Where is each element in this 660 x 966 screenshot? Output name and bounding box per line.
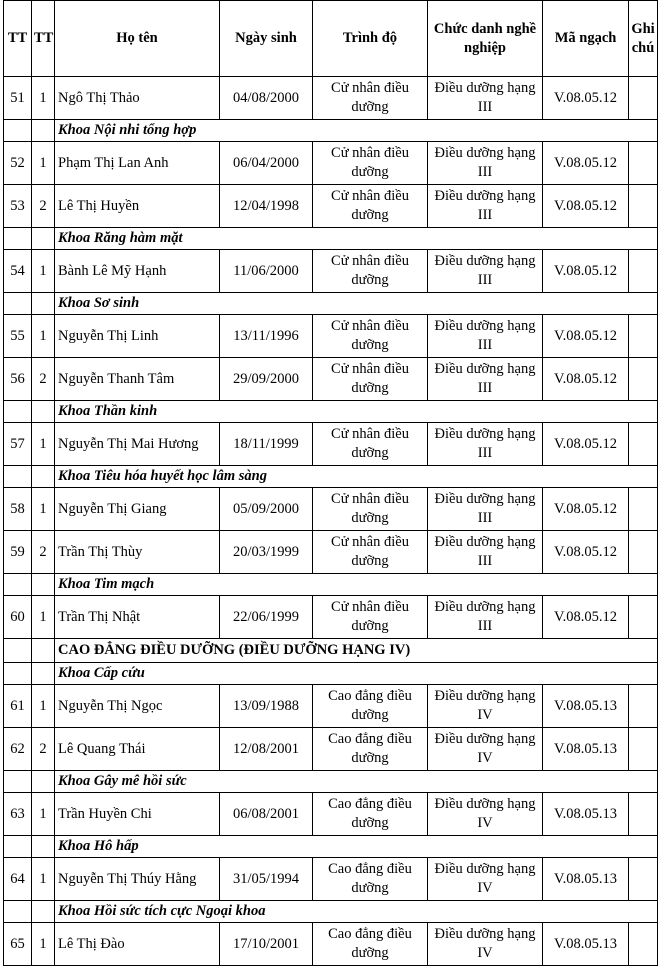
- qualification: Cử nhân điều dưỡng: [313, 531, 428, 574]
- table-row: [4, 315, 658, 358]
- staff-name: Lê Quang Thái: [55, 728, 220, 771]
- date-of-birth: 13/11/1996: [220, 315, 313, 358]
- empty-cell: [4, 120, 32, 142]
- grade-code: V.08.05.13: [543, 728, 629, 771]
- empty-cell: [4, 228, 32, 250]
- department-row: [4, 574, 658, 596]
- staff-name: Nguyễn Thị Linh: [55, 315, 220, 358]
- staff-name: Trần Thị Nhật: [55, 596, 220, 639]
- department-name: Khoa Gây mê hồi sức: [55, 771, 658, 793]
- department-name: Khoa Tiêu hóa huyết học lâm sàng: [55, 466, 658, 488]
- grade-code: V.08.05.12: [543, 250, 629, 293]
- empty-cell: [32, 901, 55, 923]
- grade-code: V.08.05.12: [543, 142, 629, 185]
- department-name: Khoa Nội nhi tổng hợp: [55, 120, 658, 142]
- department-row: [4, 663, 658, 685]
- job-title: Điều dưỡng hạng III: [428, 250, 543, 293]
- department-row: [4, 228, 658, 250]
- qualification: Cử nhân điều dưỡng: [313, 77, 428, 120]
- date-of-birth: 18/11/1999: [220, 423, 313, 466]
- row-sub-number: 2: [32, 728, 55, 771]
- staff-name: Lê Thị Đào: [55, 923, 220, 966]
- note: [629, 250, 658, 293]
- date-of-birth: 05/09/2000: [220, 488, 313, 531]
- date-of-birth: 11/06/2000: [220, 250, 313, 293]
- empty-cell: [4, 901, 32, 923]
- note: [629, 728, 658, 771]
- staff-table: [3, 0, 658, 966]
- row-number: 64: [4, 858, 32, 901]
- header-code: Mã ngạch: [543, 1, 629, 77]
- header-dob: Ngày sinh: [220, 1, 313, 77]
- job-title: Điều dưỡng hạng IV: [428, 685, 543, 728]
- department-row: [4, 120, 658, 142]
- grade-code: V.08.05.12: [543, 488, 629, 531]
- empty-cell: [32, 836, 55, 858]
- grade-code: V.08.05.13: [543, 793, 629, 836]
- group-row: [4, 639, 658, 663]
- job-title: Điều dưỡng hạng III: [428, 423, 543, 466]
- note: [629, 142, 658, 185]
- empty-cell: [4, 574, 32, 596]
- grade-code: V.08.05.12: [543, 77, 629, 120]
- row-sub-number: 1: [32, 315, 55, 358]
- note: [629, 923, 658, 966]
- grade-code: V.08.05.12: [543, 315, 629, 358]
- table-row: [4, 358, 658, 401]
- job-title: Điều dưỡng hạng III: [428, 315, 543, 358]
- empty-cell: [4, 293, 32, 315]
- row-number: 51: [4, 77, 32, 120]
- staff-name: Nguyễn Thị Thúy Hằng: [55, 858, 220, 901]
- note: [629, 315, 658, 358]
- staff-name: Nguyễn Thị Ngọc: [55, 685, 220, 728]
- table-row: [4, 923, 658, 966]
- department-name: Khoa Tim mạch: [55, 574, 658, 596]
- grade-code: V.08.05.13: [543, 923, 629, 966]
- row-number: 59: [4, 531, 32, 574]
- job-title: Điều dưỡng hạng III: [428, 596, 543, 639]
- department-row: [4, 901, 658, 923]
- note: [629, 185, 658, 228]
- row-sub-number: 1: [32, 250, 55, 293]
- grade-code: V.08.05.13: [543, 685, 629, 728]
- staff-name: Trần Huyền Chi: [55, 793, 220, 836]
- table-row: [4, 142, 658, 185]
- row-number: 61: [4, 685, 32, 728]
- empty-cell: [32, 466, 55, 488]
- grade-code: V.08.05.13: [543, 858, 629, 901]
- qualification: Cao đẳng điều dưỡng: [313, 858, 428, 901]
- row-number: 60: [4, 596, 32, 639]
- table-row: [4, 858, 658, 901]
- table-row: [4, 793, 658, 836]
- header-level: Trình độ: [313, 1, 428, 77]
- qualification: Cử nhân điều dưỡng: [313, 596, 428, 639]
- grade-code: V.08.05.12: [543, 358, 629, 401]
- date-of-birth: 06/04/2000: [220, 142, 313, 185]
- row-sub-number: 2: [32, 358, 55, 401]
- date-of-birth: 29/09/2000: [220, 358, 313, 401]
- note: [629, 423, 658, 466]
- table-row: [4, 488, 658, 531]
- note: [629, 685, 658, 728]
- department-row: [4, 836, 658, 858]
- staff-name: Phạm Thị Lan Anh: [55, 142, 220, 185]
- table-row: [4, 685, 658, 728]
- staff-name: Ngô Thị Thảo: [55, 77, 220, 120]
- note: [629, 77, 658, 120]
- row-number: 55: [4, 315, 32, 358]
- table-row: [4, 531, 658, 574]
- empty-cell: [4, 663, 32, 685]
- empty-cell: [4, 836, 32, 858]
- job-title: Điều dưỡng hạng IV: [428, 858, 543, 901]
- row-sub-number: 1: [32, 793, 55, 836]
- empty-cell: [32, 639, 55, 663]
- date-of-birth: 20/03/1999: [220, 531, 313, 574]
- job-title: Điều dưỡng hạng IV: [428, 793, 543, 836]
- row-sub-number: 1: [32, 423, 55, 466]
- qualification: Cử nhân điều dưỡng: [313, 423, 428, 466]
- date-of-birth: 06/08/2001: [220, 793, 313, 836]
- row-sub-number: 1: [32, 923, 55, 966]
- qualification: Cao đẳng điều dưỡng: [313, 793, 428, 836]
- row-number: 52: [4, 142, 32, 185]
- qualification: Cao đẳng điều dưỡng: [313, 728, 428, 771]
- empty-cell: [32, 120, 55, 142]
- department-row: [4, 401, 658, 423]
- qualification: Cao đẳng điều dưỡng: [313, 685, 428, 728]
- empty-cell: [32, 663, 55, 685]
- qualification: Cử nhân điều dưỡng: [313, 315, 428, 358]
- row-sub-number: 2: [32, 185, 55, 228]
- grade-code: V.08.05.12: [543, 531, 629, 574]
- empty-cell: [4, 401, 32, 423]
- qualification: Cử nhân điều dưỡng: [313, 488, 428, 531]
- row-sub-number: 1: [32, 77, 55, 120]
- table-body: [4, 77, 658, 966]
- table-row: [4, 77, 658, 120]
- qualification: Cử nhân điều dưỡng: [313, 250, 428, 293]
- job-title: Điều dưỡng hạng III: [428, 488, 543, 531]
- grade-code: V.08.05.12: [543, 423, 629, 466]
- header-name: Họ tên: [55, 1, 220, 77]
- grade-code: V.08.05.12: [543, 185, 629, 228]
- staff-name: Nguyễn Thị Giang: [55, 488, 220, 531]
- date-of-birth: 17/10/2001: [220, 923, 313, 966]
- department-name: Khoa Răng hàm mặt: [55, 228, 658, 250]
- date-of-birth: 31/05/1994: [220, 858, 313, 901]
- row-number: 58: [4, 488, 32, 531]
- note: [629, 531, 658, 574]
- row-sub-number: 2: [32, 531, 55, 574]
- department-name: Khoa Cấp cứu: [55, 663, 658, 685]
- job-title: Điều dưỡng hạng IV: [428, 923, 543, 966]
- department-name: Khoa Sơ sinh: [55, 293, 658, 315]
- empty-cell: [32, 401, 55, 423]
- department-row: [4, 293, 658, 315]
- note: [629, 488, 658, 531]
- row-number: 53: [4, 185, 32, 228]
- row-sub-number: 1: [32, 488, 55, 531]
- staff-name: Nguyễn Thị Mai Hương: [55, 423, 220, 466]
- date-of-birth: 22/06/1999: [220, 596, 313, 639]
- table-row: [4, 185, 658, 228]
- staff-name: Trần Thị Thùy: [55, 531, 220, 574]
- row-number: 65: [4, 923, 32, 966]
- qualification: Cử nhân điều dưỡng: [313, 358, 428, 401]
- qualification: Cử nhân điều dưỡng: [313, 185, 428, 228]
- note: [629, 596, 658, 639]
- staff-name: Bành Lê Mỹ Hạnh: [55, 250, 220, 293]
- row-sub-number: 1: [32, 685, 55, 728]
- empty-cell: [32, 293, 55, 315]
- job-title: Điều dưỡng hạng III: [428, 77, 543, 120]
- department-name: Khoa Hô hấp: [55, 836, 658, 858]
- job-title: Điều dưỡng hạng III: [428, 142, 543, 185]
- row-sub-number: 1: [32, 858, 55, 901]
- date-of-birth: 12/04/1998: [220, 185, 313, 228]
- table-row: [4, 423, 658, 466]
- staff-name: Lê Thị Huyền: [55, 185, 220, 228]
- empty-cell: [4, 771, 32, 793]
- empty-cell: [32, 228, 55, 250]
- header-tt: TT: [4, 1, 32, 77]
- empty-cell: [32, 771, 55, 793]
- department-name: Khoa Hồi sức tích cực Ngoại khoa: [55, 901, 658, 923]
- row-number: 54: [4, 250, 32, 293]
- empty-cell: [32, 574, 55, 596]
- row-number: 62: [4, 728, 32, 771]
- note: [629, 793, 658, 836]
- row-number: 63: [4, 793, 32, 836]
- department-row: [4, 771, 658, 793]
- row-sub-number: 1: [32, 142, 55, 185]
- job-title: Điều dưỡng hạng IV: [428, 728, 543, 771]
- row-sub-number: 1: [32, 596, 55, 639]
- job-title: Điều dưỡng hạng III: [428, 531, 543, 574]
- header-sub-tt: TT: [32, 1, 55, 77]
- table-row: [4, 728, 658, 771]
- header-title: Chức danh nghề nghiệp: [428, 1, 543, 77]
- staff-name: Nguyễn Thanh Tâm: [55, 358, 220, 401]
- date-of-birth: 04/08/2000: [220, 77, 313, 120]
- group-heading: CAO ĐẲNG ĐIỀU DƯỠNG (ĐIỀU DƯỠNG HẠNG IV): [55, 639, 658, 663]
- date-of-birth: 13/09/1988: [220, 685, 313, 728]
- note: [629, 858, 658, 901]
- row-number: 56: [4, 358, 32, 401]
- date-of-birth: 12/08/2001: [220, 728, 313, 771]
- qualification: Cử nhân điều dưỡng: [313, 142, 428, 185]
- grade-code: V.08.05.12: [543, 596, 629, 639]
- department-row: [4, 466, 658, 488]
- job-title: Điều dưỡng hạng III: [428, 358, 543, 401]
- department-name: Khoa Thần kinh: [55, 401, 658, 423]
- note: [629, 358, 658, 401]
- empty-cell: [4, 466, 32, 488]
- qualification: Cao đẳng điều dưỡng: [313, 923, 428, 966]
- table-row: [4, 596, 658, 639]
- table-row: [4, 250, 658, 293]
- job-title: Điều dưỡng hạng III: [428, 185, 543, 228]
- row-number: 57: [4, 423, 32, 466]
- header-note: Ghi chú: [629, 1, 658, 77]
- empty-cell: [4, 639, 32, 663]
- header-row: [4, 1, 658, 77]
